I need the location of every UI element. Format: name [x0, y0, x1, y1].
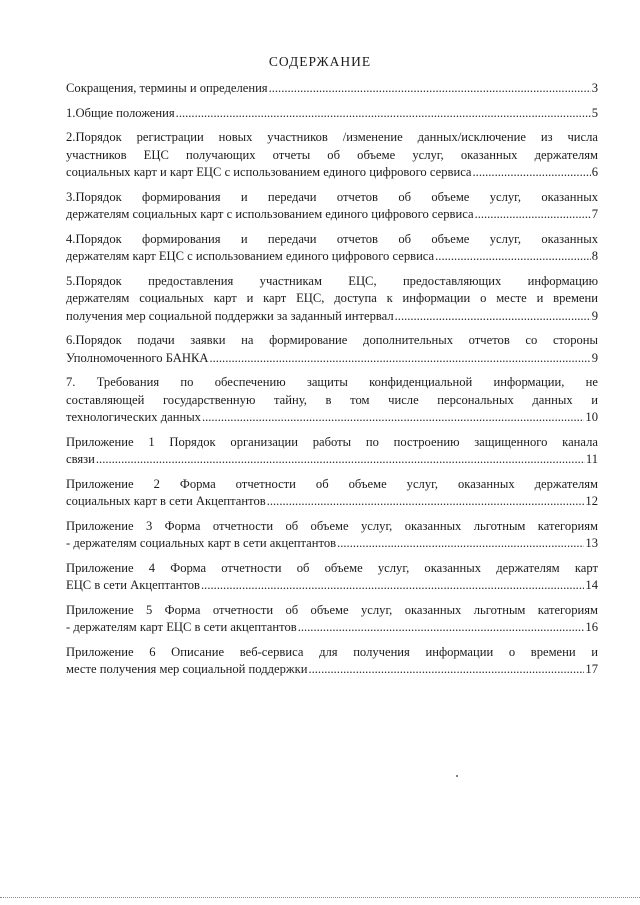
- toc-entry-line: Приложение 1 Порядок организации работы по построению защищенного канала: [66, 434, 598, 449]
- toc-leader-dots: [395, 308, 591, 326]
- toc-entry-last-line: [66, 164, 598, 182]
- toc-entry-last-line: [66, 409, 598, 427]
- toc-leader-dots: [475, 206, 591, 224]
- toc-entry[interactable]: [66, 189, 598, 224]
- toc-entry-last-line: [66, 535, 598, 553]
- toc-entry-line: участников ЕЦС получающих отчеты об объеме услуг, оказанных держателям: [66, 147, 598, 162]
- toc-entry-line: 4.Порядок формирования и передачи отчетов об объеме услуг, оказанных: [66, 231, 598, 246]
- toc-entry-line: держателям социальных карт и карт ЕЦС, доступа к информации о месте и времени: [66, 291, 598, 305]
- toc-entry-text: ЕЦС в сети Акцептантов: [66, 578, 201, 592]
- toc-leader-dots: [473, 164, 591, 182]
- toc-entry-last-line: [66, 493, 598, 511]
- toc-leader-dots: [201, 577, 584, 595]
- toc-entry[interactable]: [66, 476, 598, 511]
- toc-entry-text: - держателям карт ЕЦС в сети акцептантов: [66, 620, 297, 634]
- toc-entry-line: 3.Порядок формирования и передачи отчетов об объеме услуг, оказанных: [66, 189, 598, 204]
- scan-bottom-edge: [0, 897, 640, 898]
- toc-page-number: 14: [585, 578, 598, 592]
- toc-entry[interactable]: [66, 644, 598, 679]
- toc-entry-text: держателям социальных карт с использованием единого цифрового сервиса: [66, 207, 474, 221]
- toc-entry-last-line: [66, 451, 598, 469]
- toc-entry-line: 7. Требования по обеспечению защиты конфиденциальной информации, не: [66, 375, 598, 389]
- toc-leader-dots: [435, 248, 591, 266]
- toc-entry-text: месте получения мер социальной поддержки: [66, 662, 308, 676]
- toc-entry-line: 5.Порядок предоставления участникам ЕЦС, предоставляющих информацию: [66, 273, 598, 288]
- toc-leader-dots: [308, 661, 584, 679]
- toc-entry-last-line: [66, 80, 598, 98]
- toc-entry-last-line: [66, 308, 598, 326]
- toc-page-number: 11: [585, 452, 598, 466]
- toc-leader-dots: [209, 350, 590, 368]
- toc-entry-line: Приложение 6 Описание веб-сервиса для получения информации о времени и: [66, 644, 598, 659]
- toc-entry-text: 1.Общие положения: [66, 105, 175, 120]
- scan-artifact-dot: [456, 775, 458, 777]
- table-of-contents: [66, 80, 598, 686]
- toc-page-number: 8: [591, 249, 598, 263]
- toc-entry[interactable]: [66, 518, 598, 553]
- toc-leader-dots: [176, 105, 591, 123]
- toc-title: СОДЕРЖАНИЕ: [268, 54, 372, 69]
- toc-entry-line: составляющей государственную тайну, в том числе персональных данных и: [66, 392, 598, 407]
- toc-leader-dots: [298, 619, 585, 637]
- toc-entry[interactable]: [66, 602, 598, 637]
- toc-entry[interactable]: [66, 273, 598, 326]
- toc-entry-last-line: [66, 661, 598, 679]
- toc-leader-dots: [202, 409, 584, 427]
- toc-entry-text: связи: [66, 452, 95, 466]
- toc-leader-dots: [267, 493, 585, 511]
- toc-page-number: 17: [585, 662, 598, 676]
- toc-entry-last-line: [66, 105, 598, 123]
- toc-entry-text: социальных карт и карт ЕЦС с использованием единого цифрового сервиса: [66, 165, 472, 179]
- toc-entry-text: Уполномоченного БАНКА: [66, 350, 209, 365]
- toc-entry[interactable]: [66, 374, 598, 427]
- toc-entry-last-line: [66, 577, 598, 595]
- toc-entry-line: Приложение 5 Форма отчетности об объеме услуг, оказанных льготным категориям: [66, 602, 598, 617]
- toc-leader-dots: [96, 451, 585, 469]
- toc-page-number: 13: [585, 536, 598, 550]
- toc-entry-line: Приложение 4 Форма отчетности об объеме услуг, оказанных держателям карт: [66, 560, 598, 575]
- toc-entry[interactable]: [66, 80, 598, 98]
- toc-entry[interactable]: [66, 434, 598, 469]
- toc-entry-last-line: [66, 206, 598, 224]
- toc-entry-text: держателям карт ЕЦС с использованием единого цифрового сервиса: [66, 249, 435, 263]
- toc-entry[interactable]: [66, 105, 598, 123]
- toc-entry-line: Приложение 2 Форма отчетности об объеме услуг, оказанных держателям: [66, 476, 598, 491]
- toc-entry-line: Приложение 3 Форма отчетности об объеме услуг, оказанных льготным категориям: [66, 518, 598, 533]
- toc-entry-line: 2.Порядок регистрации новых участников /изменение данных/исключение из числа: [66, 130, 598, 144]
- toc-entry-last-line: [66, 350, 598, 368]
- toc-page-number: 16: [585, 620, 598, 634]
- toc-entry-last-line: [66, 619, 598, 637]
- toc-entry-text: - держателям социальных карт в сети акцептантов: [66, 536, 337, 550]
- toc-page-number: 5: [591, 105, 598, 120]
- toc-page-number: 9: [591, 350, 598, 365]
- toc-page-number: 7: [591, 207, 598, 221]
- toc-entry[interactable]: [66, 231, 598, 266]
- toc-page-number: 3: [591, 81, 598, 95]
- toc-page-number: 10: [585, 410, 598, 424]
- toc-entry-text: технологических данных: [66, 410, 201, 424]
- toc-entry-text: Сокращения, термины и определения: [66, 81, 268, 95]
- toc-entry-text: получения мер социальной поддержки за заданный интервал: [66, 308, 394, 323]
- toc-page-number: 12: [585, 494, 598, 508]
- toc-leader-dots: [337, 535, 584, 553]
- toc-page-number: 6: [591, 165, 598, 179]
- toc-page-number: 9: [591, 308, 598, 323]
- toc-entry-line: 6.Порядок подачи заявки на формирование дополнительных отчетов со стороны: [66, 333, 598, 347]
- toc-entry[interactable]: [66, 332, 598, 367]
- toc-entry-text: социальных карт в сети Акцептантов: [66, 494, 266, 508]
- toc-entry-last-line: [66, 248, 598, 266]
- toc-leader-dots: [269, 80, 591, 98]
- toc-entry[interactable]: [66, 129, 598, 182]
- toc-entry[interactable]: [66, 560, 598, 595]
